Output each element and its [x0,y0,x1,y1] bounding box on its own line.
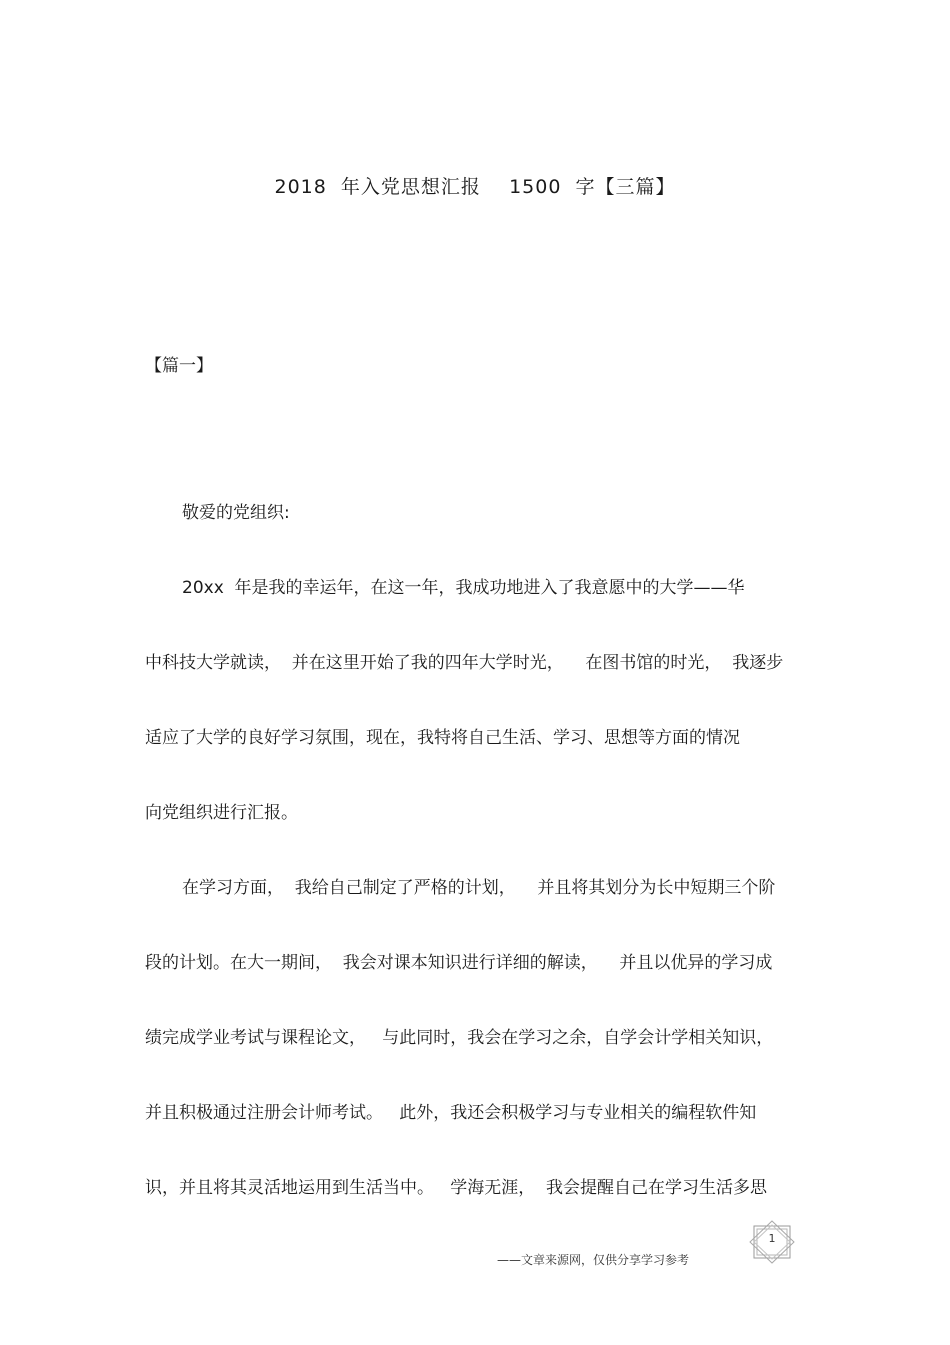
body-line-2: 中科技大学就读， 并在这里开始了我的四年大学时光， 在图书馆的时光， 我逐步 [145,653,784,673]
document-title: 2018 年入党思想汇报 1500 字【三篇】 [274,176,676,198]
body-line-6: 段的计划。在大一期间， 我会对课本知识进行详细的解读， 并且以优异的学习成 [145,953,773,973]
body-line-4: 向党组织进行汇报。 [145,803,298,823]
body-line-9: 识，并且将其灵活地运用到生活当中。 学海无涯， 我会提醒自己在学习生活多思 [145,1178,768,1198]
greeting-line: 敬爱的党组织: [182,503,290,523]
section-heading: 【篇一】 [145,356,213,376]
page-number: 1 [768,1232,776,1245]
body-line-3: 适应了大学的良好学习氛围，现在，我特将自己生活、学习、思想等方面的情况 [145,728,740,748]
body-line-1: 20xx 年是我的幸运年，在这一年，我成功地进入了我意愿中的大学——华 [182,578,745,598]
body-line-8: 并且积极通过注册会计师考试。 此外，我还会积极学习与专业相关的编程软件知 [145,1103,757,1123]
body-line-5: 在学习方面， 我给自己制定了严格的计划， 并且将其划分为长中短期三个阶 [182,878,776,898]
page-number-badge [748,1220,796,1264]
source-note: ——文章来源网，仅供分享学习参考 [497,1253,690,1267]
body-line-7: 绩完成学业考试与课程论文， 与此同时，我会在学习之余，自学会计学相关知识， [145,1028,774,1048]
